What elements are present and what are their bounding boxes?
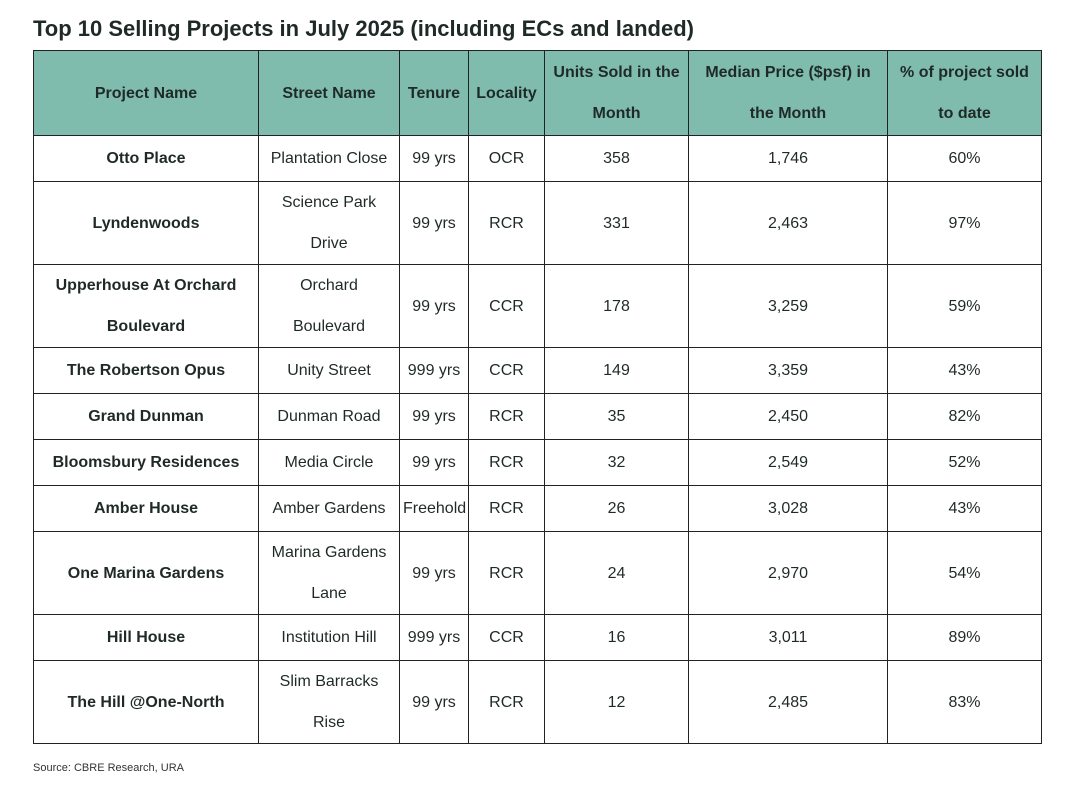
table-row	[34, 440, 1042, 486]
project-name-cell: Grand Dunman	[34, 394, 259, 440]
street-name-cell: Science Park Drive	[259, 182, 400, 265]
median-price-cell: 3,011	[689, 615, 888, 661]
table-row	[34, 182, 1042, 265]
street-name-cell: Media Circle	[259, 440, 400, 486]
percent-sold-cell: 59%	[888, 265, 1042, 348]
tenure-cell: 99 yrs	[400, 394, 469, 440]
locality-cell: OCR	[469, 136, 545, 182]
median-price-cell: 1,746	[689, 136, 888, 182]
table-row	[34, 265, 1042, 348]
project-name-cell: The Hill @One-North	[34, 661, 259, 744]
column-header-locality: Locality	[469, 51, 545, 136]
locality-cell: RCR	[469, 661, 545, 744]
percent-sold-cell: 43%	[888, 348, 1042, 394]
median-price-cell: 3,359	[689, 348, 888, 394]
street-name-cell: Plantation Close	[259, 136, 400, 182]
tenure-cell: 999 yrs	[400, 615, 469, 661]
tenure-cell: 99 yrs	[400, 136, 469, 182]
source-note: Source: CBRE Research, URA	[33, 762, 184, 774]
percent-sold-cell: 52%	[888, 440, 1042, 486]
tenure-cell: 99 yrs	[400, 440, 469, 486]
percent-sold-cell: 43%	[888, 486, 1042, 532]
median-price-cell: 2,450	[689, 394, 888, 440]
column-header-units-sold: Units Sold in the Month	[545, 51, 689, 136]
table-row	[34, 532, 1042, 615]
column-header-percent-sold: % of project sold to date	[888, 51, 1042, 136]
column-header-median-price: Median Price ($psf) in the Month	[689, 51, 888, 136]
locality-cell: RCR	[469, 394, 545, 440]
median-price-cell: 2,970	[689, 532, 888, 615]
project-name-cell: Bloomsbury Residences	[34, 440, 259, 486]
median-price-cell: 2,485	[689, 661, 888, 744]
street-name-cell: Marina Gardens Lane	[259, 532, 400, 615]
project-name-cell: Hill House	[34, 615, 259, 661]
column-header-street-name: Street Name	[259, 51, 400, 136]
street-name-cell: Amber Gardens	[259, 486, 400, 532]
tenure-cell: 99 yrs	[400, 182, 469, 265]
header-row	[34, 51, 1042, 136]
table-row	[34, 615, 1042, 661]
units-sold-cell: 16	[545, 615, 689, 661]
median-price-cell: 2,463	[689, 182, 888, 265]
median-price-cell: 3,028	[689, 486, 888, 532]
units-sold-cell: 26	[545, 486, 689, 532]
table-row	[34, 486, 1042, 532]
table-row	[34, 136, 1042, 182]
column-header-tenure: Tenure	[400, 51, 469, 136]
street-name-cell: Dunman Road	[259, 394, 400, 440]
project-name-cell: Amber House	[34, 486, 259, 532]
percent-sold-cell: 54%	[888, 532, 1042, 615]
column-header-project-name: Project Name	[34, 51, 259, 136]
tenure-cell: 99 yrs	[400, 265, 469, 348]
percent-sold-cell: 97%	[888, 182, 1042, 265]
table-title: Top 10 Selling Projects in July 2025 (including ECs and landed)	[33, 16, 694, 41]
units-sold-cell: 12	[545, 661, 689, 744]
top-selling-projects-table	[33, 50, 1042, 744]
median-price-cell: 3,259	[689, 265, 888, 348]
tenure-cell: 99 yrs	[400, 661, 469, 744]
units-sold-cell: 24	[545, 532, 689, 615]
street-name-cell: Institution Hill	[259, 615, 400, 661]
project-name-cell: Lyndenwoods	[34, 182, 259, 265]
percent-sold-cell: 89%	[888, 615, 1042, 661]
project-name-cell: The Robertson Opus	[34, 348, 259, 394]
units-sold-cell: 331	[545, 182, 689, 265]
street-name-cell: Unity Street	[259, 348, 400, 394]
street-name-cell: Orchard Boulevard	[259, 265, 400, 348]
units-sold-cell: 32	[545, 440, 689, 486]
units-sold-cell: 178	[545, 265, 689, 348]
percent-sold-cell: 83%	[888, 661, 1042, 744]
locality-cell: RCR	[469, 532, 545, 615]
table-row	[34, 348, 1042, 394]
units-sold-cell: 35	[545, 394, 689, 440]
locality-cell: RCR	[469, 486, 545, 532]
street-name-cell: Slim Barracks Rise	[259, 661, 400, 744]
project-name-cell: Otto Place	[34, 136, 259, 182]
project-name-cell: One Marina Gardens	[34, 532, 259, 615]
locality-cell: RCR	[469, 440, 545, 486]
table-row	[34, 394, 1042, 440]
percent-sold-cell: 60%	[888, 136, 1042, 182]
locality-cell: RCR	[469, 182, 545, 265]
locality-cell: CCR	[469, 615, 545, 661]
table-row	[34, 661, 1042, 744]
median-price-cell: 2,549	[689, 440, 888, 486]
locality-cell: CCR	[469, 348, 545, 394]
units-sold-cell: 149	[545, 348, 689, 394]
tenure-cell: 999 yrs	[400, 348, 469, 394]
percent-sold-cell: 82%	[888, 394, 1042, 440]
units-sold-cell: 358	[545, 136, 689, 182]
locality-cell: CCR	[469, 265, 545, 348]
project-name-cell: Upperhouse At Orchard Boulevard	[34, 265, 259, 348]
tenure-cell: Freehold	[400, 486, 469, 532]
tenure-cell: 99 yrs	[400, 532, 469, 615]
